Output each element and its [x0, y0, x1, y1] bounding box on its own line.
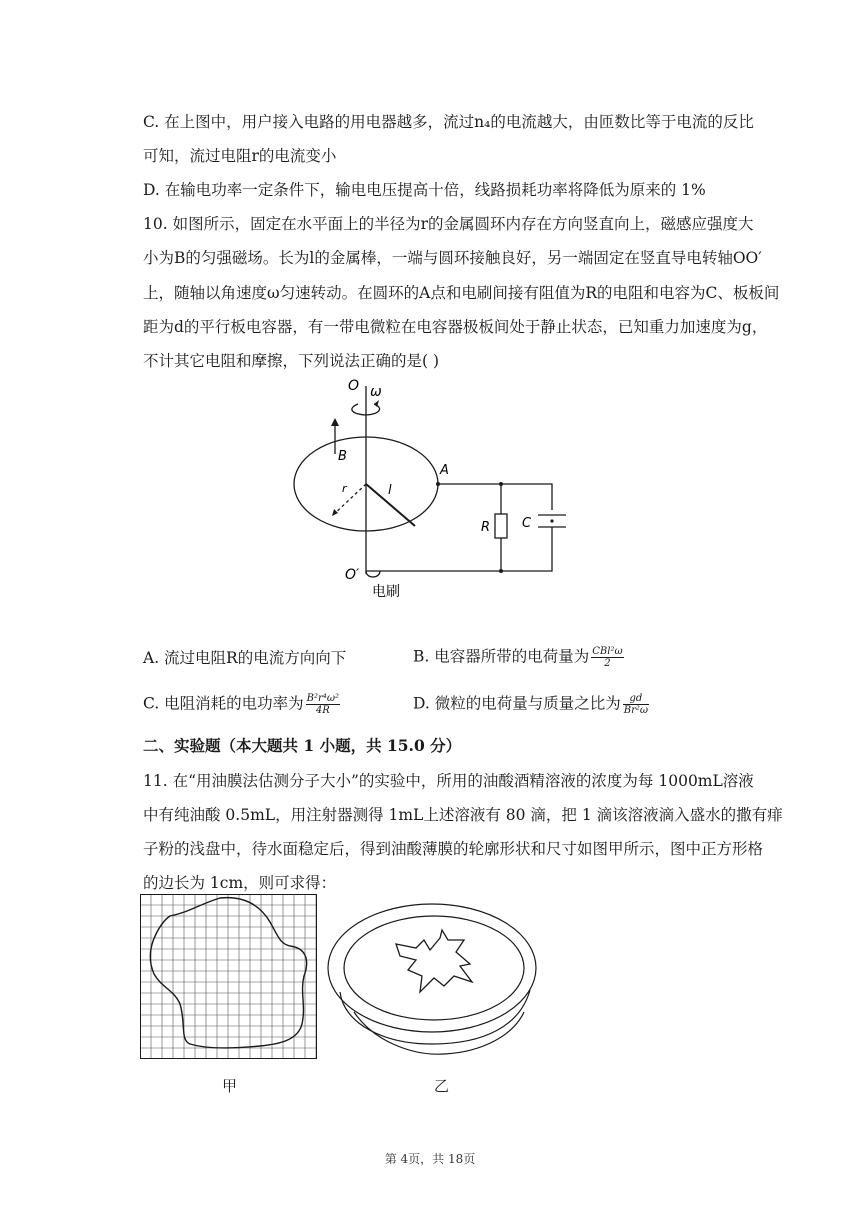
q10-text-line4: 距为d的平行板电容器，有一带电微粒在电容器极板间处于静止状态，已知重力加速度为g，	[143, 318, 768, 336]
option-b-fraction: $\frac{\text{CBl²ω}}{2}$	[592, 646, 623, 669]
dish-inner-rim	[344, 916, 524, 1020]
q10-option-c	[143, 693, 342, 716]
q10-text-line5: 不计其它电阻和摩擦，下列说法正确的是( )	[143, 352, 440, 370]
resistor	[495, 514, 507, 538]
q10-option-a	[143, 648, 346, 668]
q10-text-line2: 小为B的匀强磁场。长为l的金属棒，一端与圆环接触良好，另一端固定在竖直导电转轴OO′	[143, 249, 762, 267]
label-C: C	[522, 516, 532, 531]
q10-option-b	[413, 646, 626, 669]
section-heading-experiment: 二、实验题（本大题共 1 小题，共 15.0 分）	[143, 736, 462, 755]
label-O: O	[348, 378, 360, 394]
q11-text-line1: 11. 在“用油膜法估测分子大小”的实验中，所用的油酸酒精溶液的浓度为每 1000mL溶液	[143, 772, 754, 790]
q9-option-c-line2: 可知，流过电阻r的电流变小	[143, 147, 337, 165]
q10-circuit-figure	[280, 374, 580, 604]
page-footer: 第 4页，共 18页	[384, 1152, 476, 1166]
wire-top	[438, 484, 552, 510]
brush	[366, 571, 380, 577]
q11-text-line2: 中有纯油酸 0.5mL，用注射器测得 1mL上述溶液有 80 滴，把 1 滴该溶液滴入盛水的撒有痱	[143, 806, 783, 824]
oil-film-shape	[396, 930, 472, 992]
dish-base-lower	[354, 1012, 524, 1054]
label-O-prime: O′	[345, 567, 360, 583]
dish-base	[340, 990, 530, 1044]
dish-outer-rim	[328, 904, 536, 1032]
label-omega: ω	[370, 384, 382, 400]
option-d-text: D. 微粒的电荷量与质量之比为	[413, 694, 621, 713]
option-c-fraction: $\frac{\text{B²r⁴ω²}}{4R}$	[306, 693, 339, 716]
caption-yi: 乙	[434, 1077, 450, 1095]
q11-text-line4: 的边长为 1cm，则可求得：	[143, 874, 337, 892]
q10-text-line3: 上，随轴以角速度ω匀速转动。在圆环的A点和电刷间接有阻值为R的电阻和电容为C、板板间	[143, 284, 780, 302]
label-B: B	[338, 449, 347, 464]
label-R: R	[481, 520, 491, 535]
option-c-text: C. 电阻消耗的电功率为	[143, 694, 304, 713]
q9-option-d: D. 在输电功率一定条件下，输电电压提高十倍，线路损耗功率将降低为原来的 1%	[143, 181, 706, 199]
figure-jia-grid	[140, 894, 318, 1060]
option-a-text: A. 流过电阻R的电流方向向下	[143, 649, 347, 667]
label-r: r	[342, 482, 347, 495]
option-b-text: B. 电容器所带的电荷量为	[413, 647, 590, 666]
option-d-fraction: $\frac{gd}{\text{Br²ω}}$	[623, 693, 649, 716]
label-l: l	[388, 483, 392, 498]
q11-text-line3: 子粉的浅盘中，待水面稳定后，得到油酸薄膜的轮廓形状和尺寸如图甲所示，图中正方形格	[143, 840, 764, 858]
caption-jia: 甲	[222, 1077, 238, 1095]
q9-option-c-line1: C. 在上图中，用户接入电路的用电器越多，流过n₄的电流越大，由匝数比等于电流的反比	[143, 113, 754, 131]
q10-text-line1: 10. 如图所示，固定在水平面上的半径为r的金属圆环内存在方向竖直向上，磁感应强度大	[143, 215, 754, 233]
label-brush: 电刷	[372, 584, 400, 600]
q10-option-d	[413, 693, 651, 716]
radius-dashed	[332, 484, 366, 516]
figure-yi-dish	[324, 894, 540, 1064]
label-A: A	[440, 463, 449, 478]
